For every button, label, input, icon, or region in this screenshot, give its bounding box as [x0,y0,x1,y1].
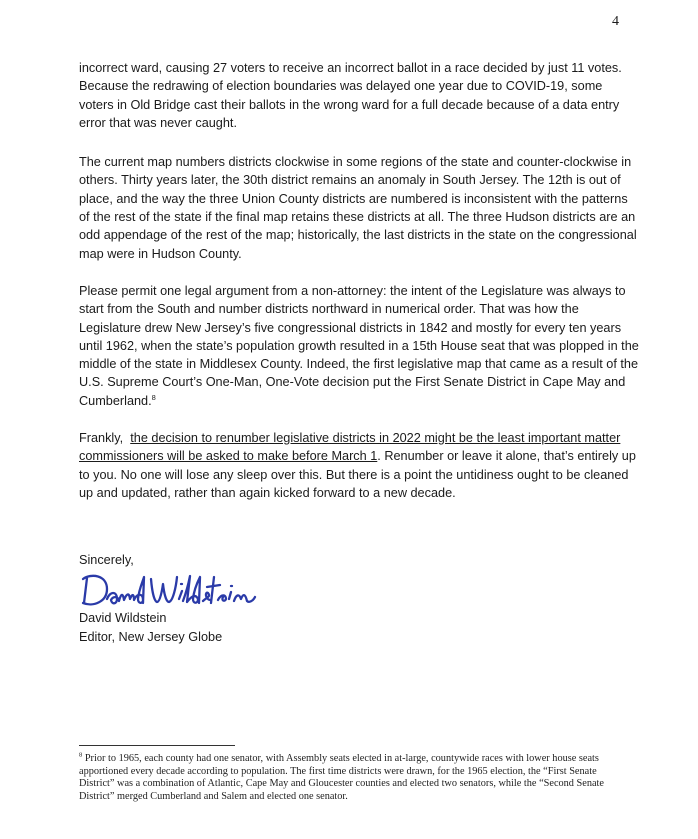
paragraph-legal-argument [79,282,639,410]
signer-name: David Wildstein [79,611,167,625]
paragraph-conclusion [79,429,639,502]
paragraph-ballot-error: incorrect ward, causing 27 voters to receive an incorrect ballot in a race decided by just 11 votes. Because the redrawing of election boundaries was delayed one year due to COVID-19, some voters in Old Bridge cast their ballots in the wrong ward for a full decade because of a data entry error that was never caught. [79,61,622,130]
legal-argument-text: Please permit one legal argument from a non-attorney: the intent of the Legislature was always to start from the South and number districts northward in numerical order. That was how the Legislature drew New Jersey’s five congressional districts in 1842 and mostly for every ten years until 1962, when the state’s population growth resulted in a 15th House seat that was plopped in the middle of the state in Middlesex County. Indeed, the first legislative map that came as a result of the U.S. Supreme Court’s One-Man, One-Vote decision put the First Senate District in Cape May and Cumberland. [79,283,639,408]
footnote-marker: 8 [79,751,83,759]
conclusion-lead: Frankly, [79,431,131,446]
handwritten-signature [77,569,277,613]
footnote-divider [79,745,235,746]
conclusion-rest: . Renumber or leave it alone, that’s entirely up to you. No one will lose any sleep over this. But there is a point the untidiness ought to be cleaned up and updated, rather than again kicked forward to a new decade. [79,449,636,500]
signature-strokes [83,576,255,605]
footnote-reference: 8 [151,392,156,402]
signer-title: Editor, New Jersey Globe [79,630,223,644]
letter-body [79,59,639,521]
paragraph-district-numbering: The current map numbers districts clockwise in some regions of the state and counter-clockwise in others. Thirty years later, the 30th district remains an anomaly in South Jersey. The 12th is out of place, and the way the three Union County districts are numbered is inconsistent with the patterns of the rest of the state if the final map retains these districts at all. The three Hudson districts are an odd appendage of the rest of the map; historically, the last districts in the state on the congressional map were in Hudson County. [79,155,637,261]
closing-salutation: Sincerely, [79,553,134,567]
page-number: 4 [612,14,619,29]
conclusion-underlined-text: the decision to renumber legislative districts in 2022 might be the least important matter commissioners will be asked to make before March 1 [79,431,621,464]
footnote [79,753,624,803]
footnote-text: Prior to 1965, each county had one senator, with Assembly seats elected in at-large, countywide races with lower house seats apportioned every decade according to population. The first time districts were drawn, for the 1965 election, the “First Senate District” was a combination of Atlantic, Cape May and Gloucester counties and elected two senators, while the “Second Senate District” merged Cumberland and Salem and elected one senator. [79,753,604,802]
